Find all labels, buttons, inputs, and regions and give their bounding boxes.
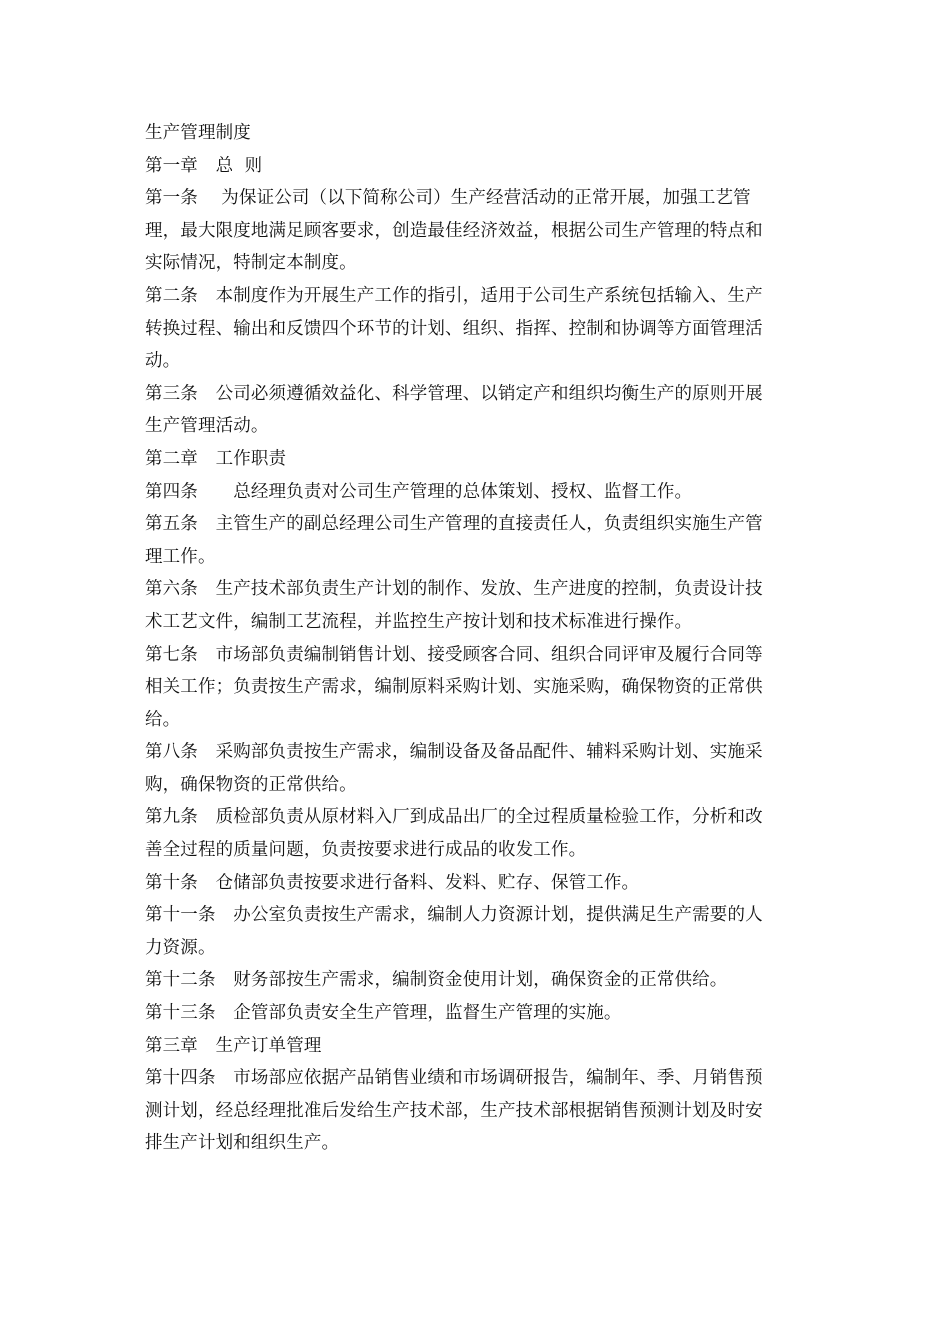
article-1-line-3: 实际情况，特制定本制度。	[145, 253, 357, 274]
article-3-line-1: 第三条 公司必须遵循效益化、科学管理、以销定产和组织均衡生产的原则开展	[145, 383, 763, 404]
article-8-line-2: 购，确保物资的正常供给。	[145, 774, 357, 795]
article-1-line-2: 理，最大限度地满足顾客要求，创造最佳经济效益，根据公司生产管理的特点和	[145, 220, 763, 241]
article-5-line-2: 理工作。	[145, 546, 216, 567]
article-4-line-1: 第四条 总经理负责对公司生产管理的总体策划、授权、监督工作。	[145, 481, 693, 502]
article-1-line-1: 第一条 为保证公司（以下简称公司）生产经营活动的正常开展，加强工艺管	[145, 188, 751, 209]
article-5-line-1: 第五条 主管生产的副总经理公司生产管理的直接责任人，负责组织实施生产管	[145, 514, 763, 535]
chapter-heading-1: 第一章 总 则	[145, 155, 263, 176]
article-14-line-3: 排生产计划和组织生产。	[145, 1133, 340, 1154]
article-7-line-2: 相关工作；负责按生产需求，编制原料采购计划、实施采购，确保物资的正常供	[145, 677, 763, 698]
article-11-line-2: 力资源。	[145, 937, 216, 958]
article-9-line-2: 善全过程的质量问题，负责按要求进行成品的收发工作。	[145, 840, 587, 861]
article-7-line-3: 给。	[145, 709, 181, 730]
article-8-line-1: 第八条 采购部负责按生产需求，编制设备及备品配件、辅料采购计划、实施采	[145, 742, 763, 763]
chapter-heading-2: 第二章 工作职责	[145, 448, 287, 469]
article-2-line-3: 动。	[145, 351, 181, 372]
article-6-line-2: 术工艺文件，编制工艺流程，并监控生产按计划和技术标准进行操作。	[145, 611, 693, 632]
article-14-line-1: 第十四条 市场部应依据产品销售业绩和市场调研报告，编制年、季、月销售预	[145, 1068, 763, 1089]
article-13-line-1: 第十三条 企管部负责安全生产管理，监督生产管理的实施。	[145, 1003, 622, 1024]
article-12-line-1: 第十二条 财务部按生产需求，编制资金使用计划，确保资金的正常供给。	[145, 970, 728, 991]
article-7-line-1: 第七条 市场部负责编制销售计划、接受顾客合同、组织合同评审及履行合同等	[145, 644, 763, 665]
article-11-line-1: 第十一条 办公室负责按生产需求，编制人力资源计划，提供满足生产需要的人	[145, 905, 763, 926]
article-2-line-2: 转换过程、输出和反馈四个环节的计划、组织、指挥、控制和协调等方面管理活	[145, 318, 763, 339]
article-9-line-1: 第九条 质检部负责从原材料入厂到成品出厂的全过程质量检验工作，分析和改	[145, 807, 763, 828]
document-title: 生产管理制度	[145, 123, 251, 143]
article-3-line-2: 生产管理活动。	[145, 416, 269, 437]
document-body	[145, 117, 810, 1160]
article-10-line-1: 第十条 仓储部负责按要求进行备料、发料、贮存、保管工作。	[145, 872, 640, 893]
chapter-heading-3: 第三章 生产订单管理	[145, 1035, 322, 1056]
article-14-line-2: 测计划，经总经理批准后发给生产技术部，生产技术部根据销售预测计划及时安	[145, 1100, 763, 1121]
article-6-line-1: 第六条 生产技术部负责生产计划的制作、发放、生产进度的控制，负责设计技	[145, 579, 763, 600]
article-2-line-1: 第二条 本制度作为开展生产工作的指引，适用于公司生产系统包括输入、生产	[145, 285, 763, 306]
